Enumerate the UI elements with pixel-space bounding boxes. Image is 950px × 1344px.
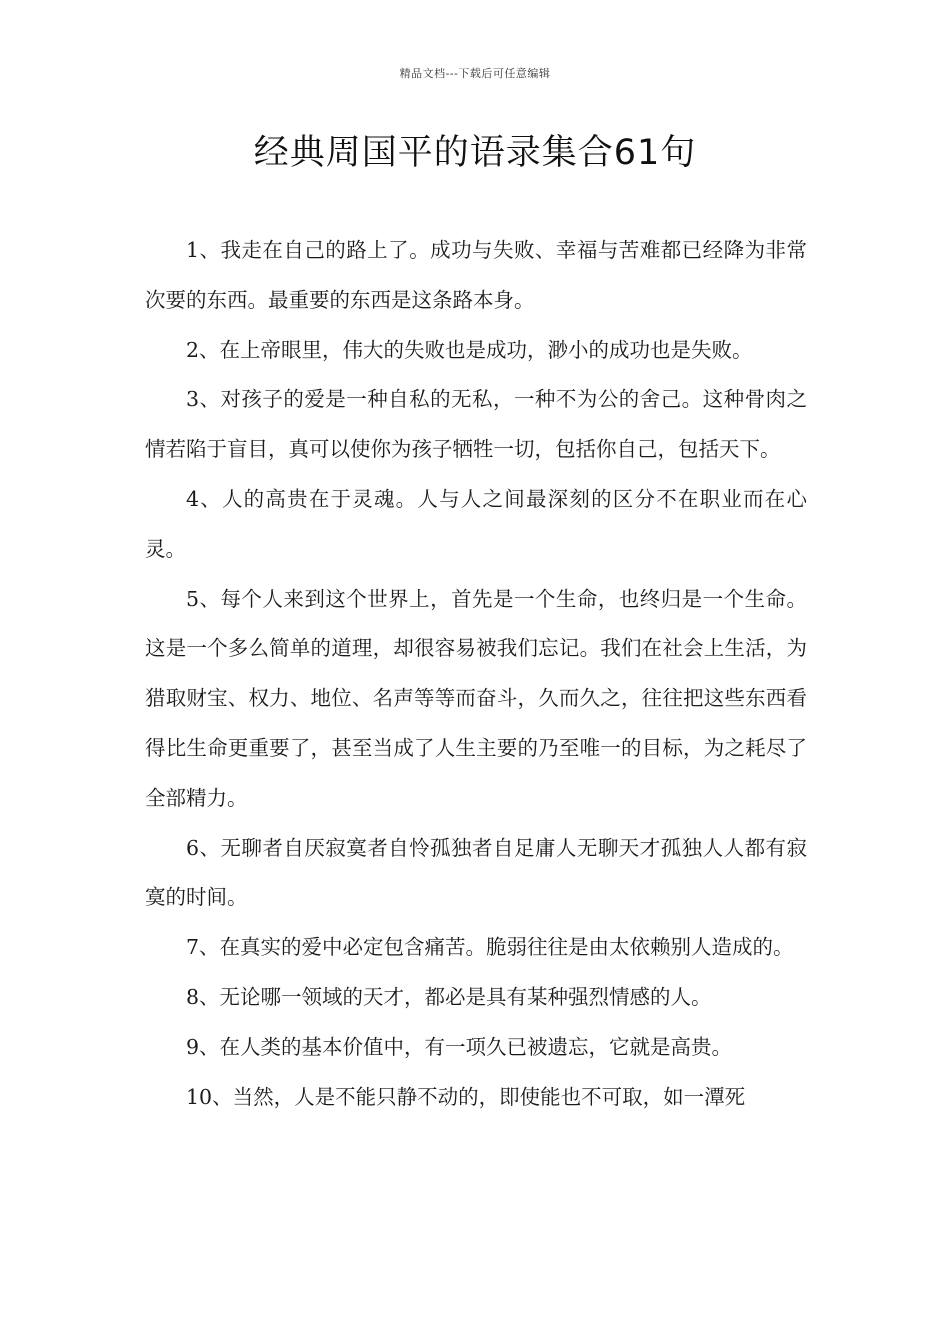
quote-paragraph-6: 6、无聊者自厌寂寞者自怜孤独者自足庸人无聊天才孤独人人都有寂寞的时间。 bbox=[145, 835, 807, 910]
quote-paragraph-7: 7、在真实的爱中必定包含痛苦。脆弱往往是由太依赖别人造成的。 bbox=[186, 935, 794, 960]
quote-paragraph-9: 9、在人类的基本价值中，有一项久已被遗忘，它就是高贵。 bbox=[186, 1034, 733, 1059]
page-title: 经典周国平的语录集合61句 bbox=[253, 133, 697, 173]
quote-paragraph-3: 3、对孩子的爱是一种自私的无私，一种不为公的舍己。这种骨肉之情若陷于盲目，真可以使你为孩子牺牲一切，包括你自己，包括天下。 bbox=[145, 387, 807, 462]
header-note: 精品文档---下载后可任意编辑 bbox=[399, 67, 551, 80]
quote-paragraph-2: 2、在上帝眼里，伟大的失败也是成功，渺小的成功也是失败。 bbox=[186, 337, 753, 362]
quote-paragraph-4: 4、人的高贵在于灵魂。人与人之间最深刻的区分不在职业而在心灵。 bbox=[145, 486, 807, 561]
quote-paragraph-8: 8、无论哪一领域的天才，都必是具有某种强烈情感的人。 bbox=[186, 984, 712, 1009]
quote-list bbox=[145, 226, 807, 1122]
quote-paragraph-5: 5、每个人来到这个世界上，首先是一个生命，也终归是一个生命。这是一个多么简单的道理，却很容易被我们忘记。我们在社会上生活，为猎取财宝、权力、地位、名声等等而奋斗，久而久之，往往把这些东西看得比生命更重要了，甚至当成了人生主要的乃至唯一的目标，为之耗尽了全部精力。 bbox=[145, 586, 807, 810]
quote-paragraph-10: 10、当然，人是不能只静不动的，即使能也不可取，如一潭死 bbox=[186, 1084, 746, 1109]
quote-paragraph-1: 1、我走在自己的路上了。成功与失败、幸福与苦难都已经降为非常次要的东西。最重要的东西是这条路本身。 bbox=[145, 238, 807, 312]
